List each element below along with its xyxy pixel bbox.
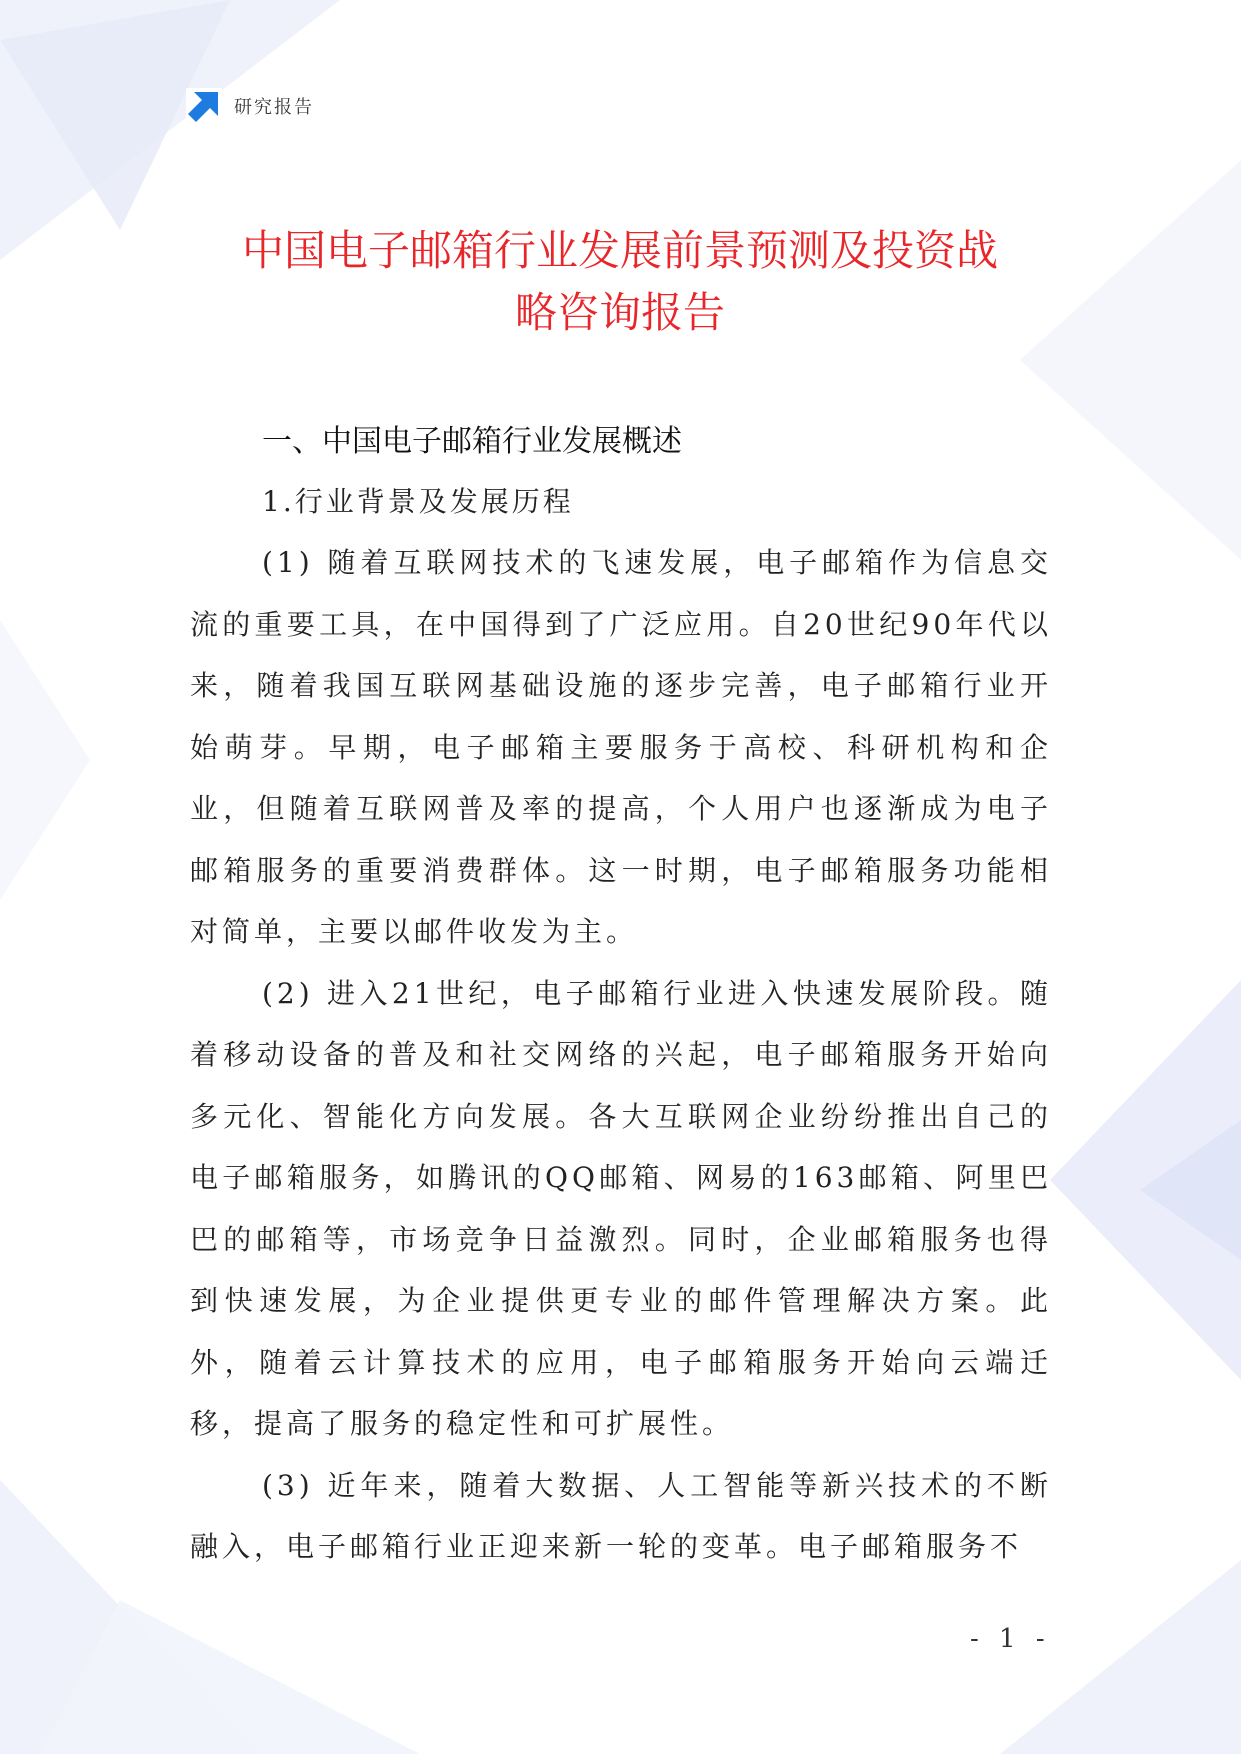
paragraph-2: (2) 进入21世纪，电子邮箱行业进入快速发展阶段。随着移动设备的普及和社交网络的兴起，电子邮箱服务开始向多元化、智能化方向发展。各大互联网企业纷纷推出自己的电子邮箱服务，如腾讯的QQ邮箱、网易的163邮箱、阿里巴巴的邮箱等，市场竞争日益激烈。同时，企业邮箱服务也得到快速发展，为企业提供更专业的邮件管理解决方案。此外，随着云计算技术的应用，电子邮箱服务开始向云端迁移，提高了服务的稳定性和可扩展性。: [190, 976, 1052, 1440]
section-heading: 一、中国电子邮箱行业发展概述: [262, 424, 682, 459]
report-header: [186, 88, 314, 124]
arrow-up-right-icon: [186, 88, 222, 124]
report-title-line-1: 中国电子邮箱行业发展前景预测及投资战: [241, 226, 998, 275]
report-title-line-2: 略咨询报告: [514, 288, 725, 337]
paragraph-3: (3) 近年来，随着大数据、人工智能等新兴技术的不断融入，电子邮箱行业正迎来新一轮的变革。电子邮箱服务不: [190, 1468, 1052, 1563]
report-body: [190, 412, 1052, 1578]
paragraph-1: (1) 随着互联网技术的飞速发展，电子邮箱作为信息交流的重要工具，在中国得到了广泛应用。自20世纪90年代以来，随着我国互联网基础设施的逐步完善，电子邮箱行业开始萌芽。早期，电子邮箱主要服务于高校、科研机构和企业，但随着互联网普及率的提高，个人用户也逐渐成为电子邮箱服务的重要消费群体。这一时期，电子邮箱服务功能相对简单，主要以邮件收发为主。: [190, 546, 1052, 948]
page-number: - 1 -: [970, 1624, 1051, 1654]
section-subheading: 1.行业背景及发展历程: [262, 485, 574, 518]
header-label: 研究报告: [234, 97, 314, 118]
report-title: [180, 220, 1060, 344]
